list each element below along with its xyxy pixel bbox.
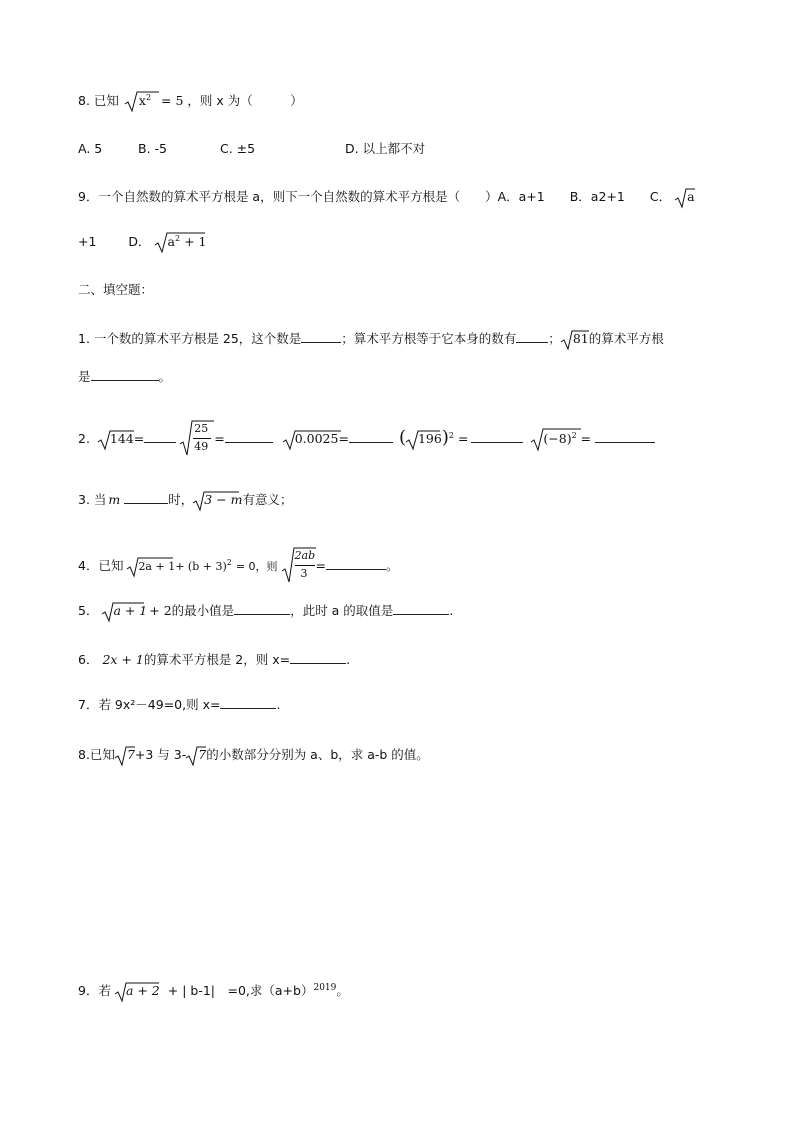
f1-text1: 1. 一个数的算术平方根是 25，这个数是 xyxy=(78,331,302,346)
fill-6 xyxy=(78,650,350,670)
f6-expr: 2x + 1 xyxy=(102,652,144,667)
q8-prefix: 8. 已知 xyxy=(78,93,119,109)
f9-pre: 9．若 xyxy=(78,983,111,999)
f4-plus: + (b + 3) xyxy=(175,560,227,574)
f8-pre: 8.已知 xyxy=(78,747,115,762)
q9-c-radicand: a xyxy=(687,189,695,204)
answer-blank[interactable] xyxy=(124,490,168,504)
square-exponent: 2 xyxy=(571,431,577,440)
fill-1-line-2 xyxy=(78,367,171,387)
f1-text4: 的算术平方根 xyxy=(588,331,664,346)
q9-text: 9．一个自然数的算术平方根是 a，则下一个自然数的算术平方根是（ ）A．a+1 B．a2+1 C． xyxy=(78,189,672,204)
f4-r1: 2a + 1 xyxy=(138,560,176,574)
f4-end: 。 xyxy=(386,558,399,574)
f2-r3: 0.0025 xyxy=(294,431,339,447)
option-d: D. 以上都不对 xyxy=(345,141,426,156)
answer-blank[interactable] xyxy=(91,367,159,381)
square-exponent: 2 xyxy=(448,431,454,440)
f7-text: 7．若 9x²－49=0,则 x= xyxy=(78,697,221,712)
f5-pre: 5． xyxy=(78,603,99,618)
f3-radicand: 3 − m xyxy=(204,492,243,507)
right-paren: ) xyxy=(441,427,449,449)
equals: = xyxy=(457,431,469,447)
q9-d-exponent: 2 xyxy=(175,234,181,243)
frac-den: 3 xyxy=(300,566,308,580)
fill-5 xyxy=(78,601,453,622)
sqrt-fraction-2ab-3 xyxy=(282,548,316,583)
sqrt-fraction-25-49 xyxy=(180,421,214,456)
answer-blank[interactable] xyxy=(595,429,655,443)
q9-d-label: D． xyxy=(128,234,151,250)
answer-blank[interactable] xyxy=(220,695,276,709)
fill-1 xyxy=(78,329,664,350)
f7-end: . xyxy=(276,697,281,712)
equals: = xyxy=(338,431,349,447)
fill-9 xyxy=(78,978,349,1002)
f2-r1: 144 xyxy=(109,431,134,447)
question-9 xyxy=(78,187,695,208)
f9-radicand: a + 2 xyxy=(125,983,160,999)
f5-text2: ，此时 a 的取值是 xyxy=(290,603,394,618)
f1-radicand: 81 xyxy=(572,331,589,346)
question-9-continued xyxy=(78,229,206,254)
f8-r2: 7 xyxy=(198,747,207,762)
answer-blank[interactable] xyxy=(349,429,393,443)
f8-mid1: +3 与 3- xyxy=(134,747,187,762)
option-c: C. ±5 xyxy=(220,141,256,156)
f9-mid: + | b-1| =0,求（a+b） xyxy=(167,983,314,999)
answer-blank[interactable] xyxy=(301,329,341,343)
f5-plus: + 2 xyxy=(149,603,172,618)
equals: = xyxy=(133,431,145,447)
option-b: B. -5 xyxy=(138,141,167,156)
f9-exponent: 2019 xyxy=(313,983,337,993)
f3-pre: 3. 当 xyxy=(78,492,107,507)
f5-end: . xyxy=(449,603,454,618)
f8-r1: 7 xyxy=(126,747,135,762)
answer-blank[interactable] xyxy=(393,601,449,615)
f4-eq: = xyxy=(315,558,327,574)
f6-pre: 6． xyxy=(78,652,99,667)
question-8 xyxy=(78,88,303,113)
fill-3 xyxy=(78,490,293,511)
answer-blank[interactable] xyxy=(516,329,548,343)
q9-cont: +1 xyxy=(78,234,97,250)
answer-blank[interactable] xyxy=(225,429,273,443)
f3-post: 有意义； xyxy=(242,492,293,507)
f4-exponent: 2 xyxy=(226,558,232,567)
f5-radicand: a + 1 xyxy=(113,603,148,618)
answer-blank[interactable] xyxy=(326,556,386,570)
f3-var: m xyxy=(108,492,121,507)
option-a: A. 5 xyxy=(78,141,103,156)
frac-num: 25 xyxy=(194,421,209,435)
f6-text1: 的算术平方根是 2，则 x= xyxy=(143,652,291,667)
f1-text2: ；算术平方根等于它本身的数有 xyxy=(341,331,517,346)
f5-text1: 的最小值是 xyxy=(171,603,235,618)
fraction-bar xyxy=(295,565,315,566)
fill-2 xyxy=(78,420,655,456)
answer-blank[interactable] xyxy=(471,429,523,443)
f9-end: 。 xyxy=(336,983,349,999)
left-paren: ( xyxy=(398,427,406,449)
equals: = xyxy=(214,431,225,447)
fill-7 xyxy=(78,695,280,715)
answer-blank[interactable] xyxy=(234,601,290,615)
q8-equals: = 5 xyxy=(161,93,184,109)
answer-blank[interactable] xyxy=(144,429,176,443)
fill-8 xyxy=(78,745,429,766)
f2-r4: 196 xyxy=(417,431,442,447)
f2-r5: (−8) xyxy=(543,431,572,447)
fraction-bar xyxy=(193,438,211,439)
q9-d-tail: + 1 xyxy=(180,234,207,250)
f4-pre: 4．已知 xyxy=(78,558,124,574)
f8-post: 的小数部分分别为 a、b，求 a-b 的值。 xyxy=(206,747,429,762)
fill-4 xyxy=(78,547,399,583)
f6-end: . xyxy=(346,652,351,667)
f1-text3: ； xyxy=(548,331,561,346)
q8-radicand: x xyxy=(138,93,146,109)
f4-zero: = 0，则 xyxy=(235,560,278,574)
frac-num: 2ab xyxy=(294,548,316,562)
f2-label: 2. xyxy=(78,431,90,447)
q8-suffix: ，则 x 为（ ） xyxy=(187,93,303,109)
answer-blank[interactable] xyxy=(290,650,346,664)
section-2-title: 二、填空题： xyxy=(78,282,154,297)
q8-exponent: 2 xyxy=(145,93,152,102)
f1-line2: 是 xyxy=(78,369,91,384)
f3-mid: 时， xyxy=(168,492,194,507)
f1-line2-end: 。 xyxy=(158,369,172,384)
frac-den: 49 xyxy=(194,439,209,453)
equals: = xyxy=(580,431,592,447)
q9-d-radicand: a xyxy=(167,234,175,250)
